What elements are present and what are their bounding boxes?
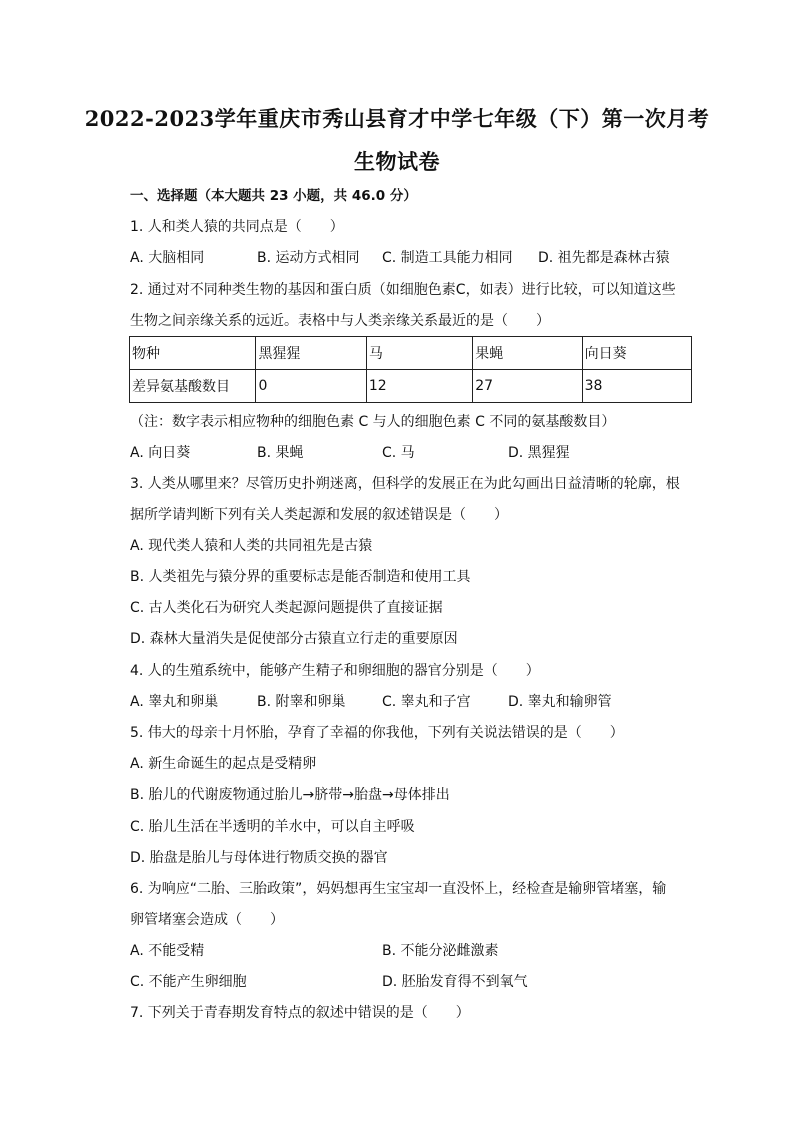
- table-cell: 12: [366, 370, 472, 403]
- question-3-stem-line1: 3. 人类从哪里来？尽管历史扑朔迷离，但科学的发展正在为此勾画出日益清晰的轮廓，根: [130, 476, 680, 492]
- question-2-stem-line2: 生物之间亲缘关系的远近。表格中与人类亲缘关系最近的是（ ）: [130, 313, 550, 329]
- question-4-option-d: D. 睾丸和输卵管: [508, 694, 612, 710]
- table-cell: 马: [366, 337, 472, 370]
- question-6-stem-line1: 6. 为响应“二胎、三胎政策”，妈妈想再生宝宝却一直没怀上，经检查是输卵管堵塞，输: [130, 881, 667, 897]
- question-4-option-a: A. 睾丸和卵巢: [130, 694, 219, 710]
- question-2-option-d: D. 黑猩猩: [508, 445, 570, 461]
- question-2-option-c: C. 马: [382, 445, 415, 461]
- question-1-option-b: B. 运动方式相同: [257, 250, 360, 266]
- question-3-option-a: A. 现代类人猿和人类的共同祖先是古猿: [130, 538, 373, 554]
- table-cell: 0: [256, 370, 366, 403]
- question-4-stem: 4. 人的生殖系统中，能够产生精子和卵细胞的器官分别是（ ）: [130, 663, 540, 679]
- question-1-option-c: C. 制造工具能力相同: [382, 250, 513, 266]
- section-heading: 一、选择题（本大题共 23 小题，共 46.0 分）: [130, 188, 417, 204]
- question-7-stem: 7. 下列关于青春期发育特点的叙述中错误的是（ ）: [130, 1005, 470, 1021]
- question-6-option-c: C. 不能产生卵细胞: [130, 974, 247, 990]
- question-3-stem-line2: 据所学请判断下列有关人类起源和发展的叙述错误是（ ）: [130, 507, 508, 523]
- table-cell: 向日葵: [582, 337, 691, 370]
- table-cell: 38: [582, 370, 691, 403]
- question-2-option-b: B. 果蝇: [257, 445, 304, 461]
- table-cell: 差异氨基酸数目: [130, 370, 256, 403]
- question-3-option-b: B. 人类祖先与猿分界的重要标志是能否制造和使用工具: [130, 569, 471, 585]
- table-header-row: [130, 337, 692, 370]
- table-cell: 27: [473, 370, 582, 403]
- exam-title-line2: 生物试卷: [354, 149, 440, 174]
- amino-acid-difference-table: [129, 336, 692, 403]
- question-2-option-a: A. 向日葵: [130, 445, 191, 461]
- question-1-option-d: D. 祖先都是森林古猿: [538, 250, 670, 266]
- table-cell: 果蝇: [473, 337, 582, 370]
- question-6-stem-line2: 卵管堵塞会造成（ ）: [130, 912, 284, 928]
- question-4-option-c: C. 睾丸和子宫: [382, 694, 471, 710]
- question-2-note: （注：数字表示相应物种的细胞色素 C 与人的细胞色素 C 不同的氨基酸数目）: [130, 414, 616, 430]
- question-6-option-d: D. 胚胎发育得不到氧气: [382, 974, 528, 990]
- question-6-option-a: A. 不能受精: [130, 943, 205, 959]
- table-row: [130, 370, 692, 403]
- question-5-option-a: A. 新生命诞生的起点是受精卵: [130, 756, 317, 772]
- question-6-option-b: B. 不能分泌雌激素: [382, 943, 499, 959]
- exam-title-line1: 2022-2023学年重庆市秀山县育才中学七年级（下）第一次月考: [84, 106, 710, 131]
- question-5-stem: 5. 伟大的母亲十月怀胎，孕育了幸福的你我他，下列有关说法错误的是（ ）: [130, 725, 624, 741]
- question-2-stem-line1: 2. 通过对不同种类生物的基因和蛋白质（如细胞色素C，如表）进行比较，可以知道这些: [130, 282, 676, 298]
- question-3-option-d: D. 森林大量消失是促使部分古猿直立行走的重要原因: [130, 631, 458, 647]
- question-1-option-a: A. 大脑相同: [130, 250, 205, 266]
- table-cell: 黑猩猩: [256, 337, 366, 370]
- question-5-option-c: C. 胎儿生活在半透明的羊水中，可以自主呼吸: [130, 819, 415, 835]
- question-4-option-b: B. 附睾和卵巢: [257, 694, 346, 710]
- question-1-stem: 1. 人和类人猿的共同点是（ ）: [130, 219, 344, 235]
- table-cell: 物种: [130, 337, 256, 370]
- question-5-option-d: D. 胎盘是胎儿与母体进行物质交换的器官: [130, 850, 388, 866]
- question-5-option-b: B. 胎儿的代谢废物通过胎儿→脐带→胎盘→母体排出: [130, 787, 450, 803]
- question-3-option-c: C. 古人类化石为研究人类起源问题提供了直接证据: [130, 600, 443, 616]
